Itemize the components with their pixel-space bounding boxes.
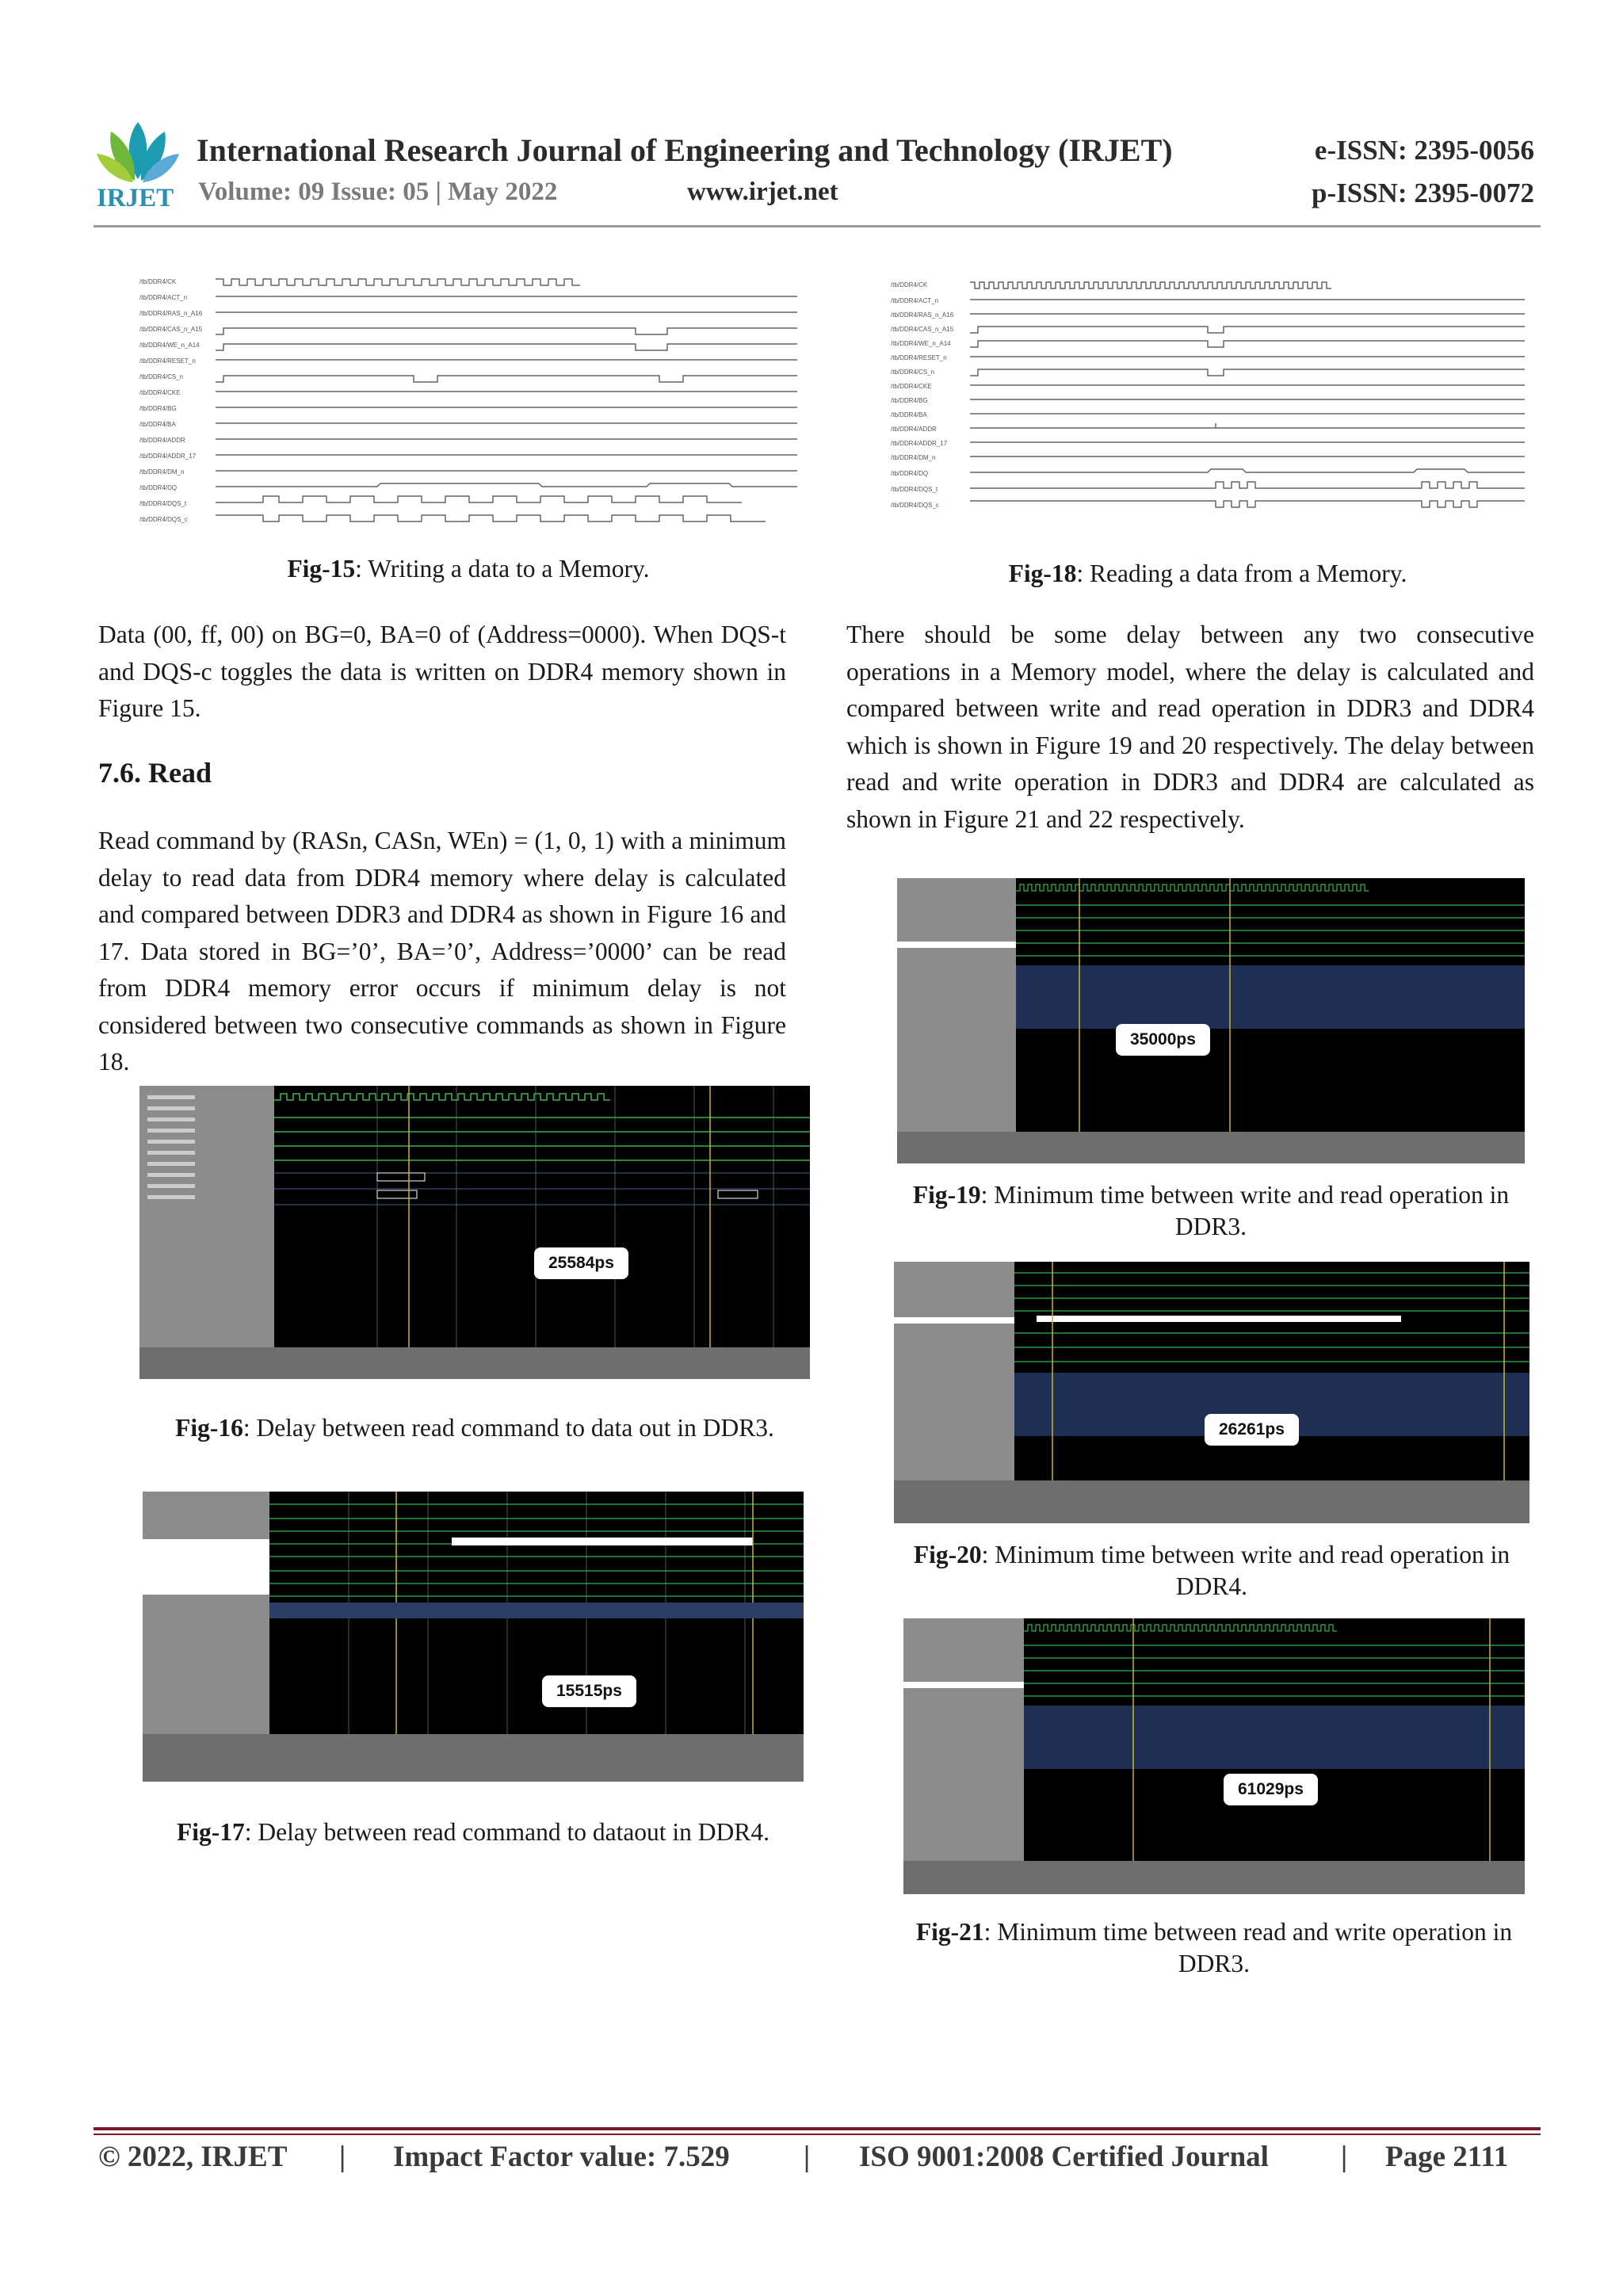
volume-issue: Volume: 09 Issue: 05 | May 2022 [198,178,558,206]
footer-separator-1: | [339,2141,346,2173]
svg-text:/tb/DDR4/CAS_n_A15: /tb/DDR4/CAS_n_A15 [139,326,203,333]
fig21-waveform-screenshot [903,1618,1525,1894]
svg-text:/tb/DDR4/DM_n: /tb/DDR4/DM_n [139,468,185,476]
fig18-caption: : Reading a data from a Memory. [1076,560,1407,587]
fig18-timing-diagram [891,277,1525,523]
fig16-caption: : Delay between read command to data out in DDR3. [242,1414,774,1442]
fig15-label: Fig-15 [287,555,356,583]
header-rule [94,225,1541,227]
svg-text:/tb/DDR4/DQS_c: /tb/DDR4/DQS_c [891,502,939,509]
fig21-label: Fig-21 [915,1918,984,1946]
svg-text:/tb/DDR4/ADDR_17: /tb/DDR4/ADDR_17 [139,453,197,460]
e-issn: e-ISSN: 2395-0056 [1314,135,1534,166]
svg-text:/tb/DDR4/ADDR: /tb/DDR4/ADDR [139,437,185,444]
p-issn: p-ISSN: 2395-0072 [1311,178,1534,208]
svg-text:/tb/DDR4/RESET_n: /tb/DDR4/RESET_n [139,357,196,365]
svg-text:/tb/DDR4/BA: /tb/DDR4/BA [139,421,176,428]
svg-text:/tb/DDR4/ADDR_17: /tb/DDR4/ADDR_17 [891,440,948,447]
svg-text:/tb/DDR4/DQS_t: /tb/DDR4/DQS_t [891,486,938,493]
fig19-label: Fig-19 [912,1181,981,1209]
footer-impact-factor: Impact Factor value: 7.529 [393,2141,730,2173]
footer-page-number: Page 2111 [1385,2141,1509,2173]
fig17-waveform-screenshot [143,1492,804,1782]
logo-text: IRJET [97,184,174,212]
svg-text:/tb/DDR4/CK: /tb/DDR4/CK [139,278,177,285]
footer-separator-2: | [804,2141,811,2173]
right-paragraph-1: There should be some delay between any two consecutive operations in a Memory model, where the delay is calculated and compared between write and read operation in DDR3 and DDR4 which is shown in Figure 19 and 20 respectively. The delay between read and write operation in DDR3 and DDR4 are calculated as shown in Figure 21 and 22 respectively. [846,621,1534,833]
svg-text:/tb/DDR4/ACT_n: /tb/DDR4/ACT_n [139,294,188,301]
svg-text:/tb/DDR4/DQS_c: /tb/DDR4/DQS_c [139,516,188,523]
section-heading: 7.6. Read [98,757,212,789]
footer-iso: ISO 9001:2008 Certified Journal [859,2141,1269,2173]
fig18-label: Fig-18 [1008,560,1077,587]
svg-text:/tb/DDR4/CS_n: /tb/DDR4/CS_n [891,369,935,376]
footer-rule-bottom [94,2134,1541,2135]
svg-text:/tb/DDR4/WE_n_A14: /tb/DDR4/WE_n_A14 [891,340,951,347]
fig20-label: Fig-20 [913,1541,982,1568]
svg-text:/tb/DDR4/BG: /tb/DDR4/BG [891,397,928,404]
fig21-delay-badge: 61029ps [1224,1774,1318,1805]
svg-text:/tb/DDR4/CAS_n_A15: /tb/DDR4/CAS_n_A15 [891,326,954,333]
fig19-caption: : Minimum time between write and read operation in DDR3. [980,1181,1510,1240]
logo-leaves-icon [97,122,179,182]
footer-copyright: © 2022, IRJET [98,2141,288,2173]
svg-text:/tb/DDR4/DQS_t: /tb/DDR4/DQS_t [139,500,187,507]
fig17-label: Fig-17 [177,1818,245,1846]
footer-rule-top [94,2127,1541,2130]
fig20-delay-badge: 26261ps [1205,1414,1299,1446]
fig20-caption: : Minimum time between write and read operation in DDR4. [981,1541,1510,1600]
svg-text:/tb/DDR4/DM_n: /tb/DDR4/DM_n [891,454,936,461]
svg-text:/tb/DDR4/BA: /tb/DDR4/BA [891,411,927,418]
left-paragraph-1: Data (00, ff, 00) on BG=0, BA=0 of (Address=0000). When DQS-t and DQS-c toggles the data is written on DDR4 memory shown in Figure 15. [98,621,786,722]
fig16-label: Fig-16 [175,1414,243,1442]
footer-separator-3: | [1341,2141,1348,2173]
fig16-waveform-screenshot [139,1086,810,1379]
svg-text:/tb/DDR4/BG: /tb/DDR4/BG [139,405,177,412]
fig19-waveform-screenshot [897,878,1525,1163]
svg-text:/tb/DDR4/RAS_n_A16: /tb/DDR4/RAS_n_A16 [139,310,203,317]
left-paragraph-2: Read command by (RASn, CASn, WEn) = (1, 0, 1) with a minimum delay to read data from DDR4 memory where delay is calculated and compared between DDR3 and DDR4 as shown in Figure 16 and 17. Data stored in BG=’0’, BA=’0’, Address=’0000’ can be read from DDR4 memory error occurs if minimum delay is not considered between two consecutive commands as shown in Figure 18. [98,827,786,1075]
fig15-caption: : Writing a data to a Memory. [355,555,650,583]
fig17-caption: : Delay between read command to dataout in DDR4. [244,1818,769,1846]
svg-text:/tb/DDR4/CK: /tb/DDR4/CK [891,281,928,288]
fig19-delay-badge: 35000ps [1116,1024,1210,1056]
svg-text:/tb/DDR4/RAS_n_A16: /tb/DDR4/RAS_n_A16 [891,311,954,319]
svg-text:/tb/DDR4/ADDR: /tb/DDR4/ADDR [891,426,937,433]
svg-text:/tb/DDR4/CKE: /tb/DDR4/CKE [139,389,181,396]
svg-text:/tb/DDR4/RESET_n: /tb/DDR4/RESET_n [891,354,947,361]
fig21-caption: : Minimum time between read and write operation in DDR3. [983,1918,1513,1977]
svg-text:/tb/DDR4/CKE: /tb/DDR4/CKE [891,383,932,390]
fig17-delay-badge: 15515ps [542,1675,636,1707]
fig15-timing-diagram [139,273,797,531]
website-link[interactable]: www.irjet.net [687,178,838,206]
svg-text:/tb/DDR4/CS_n: /tb/DDR4/CS_n [139,373,184,380]
journal-title: International Research Journal of Engineering and Technology (IRJET) [197,132,1173,168]
fig20-waveform-screenshot [894,1262,1529,1523]
svg-text:/tb/DDR4/WE_n_A14: /tb/DDR4/WE_n_A14 [139,342,200,349]
svg-text:/tb/DDR4/DQ: /tb/DDR4/DQ [139,484,178,491]
svg-text:/tb/DDR4/ACT_n: /tb/DDR4/ACT_n [891,297,939,304]
fig16-delay-badge: 25584ps [534,1247,628,1279]
svg-text:/tb/DDR4/DQ: /tb/DDR4/DQ [891,470,929,477]
